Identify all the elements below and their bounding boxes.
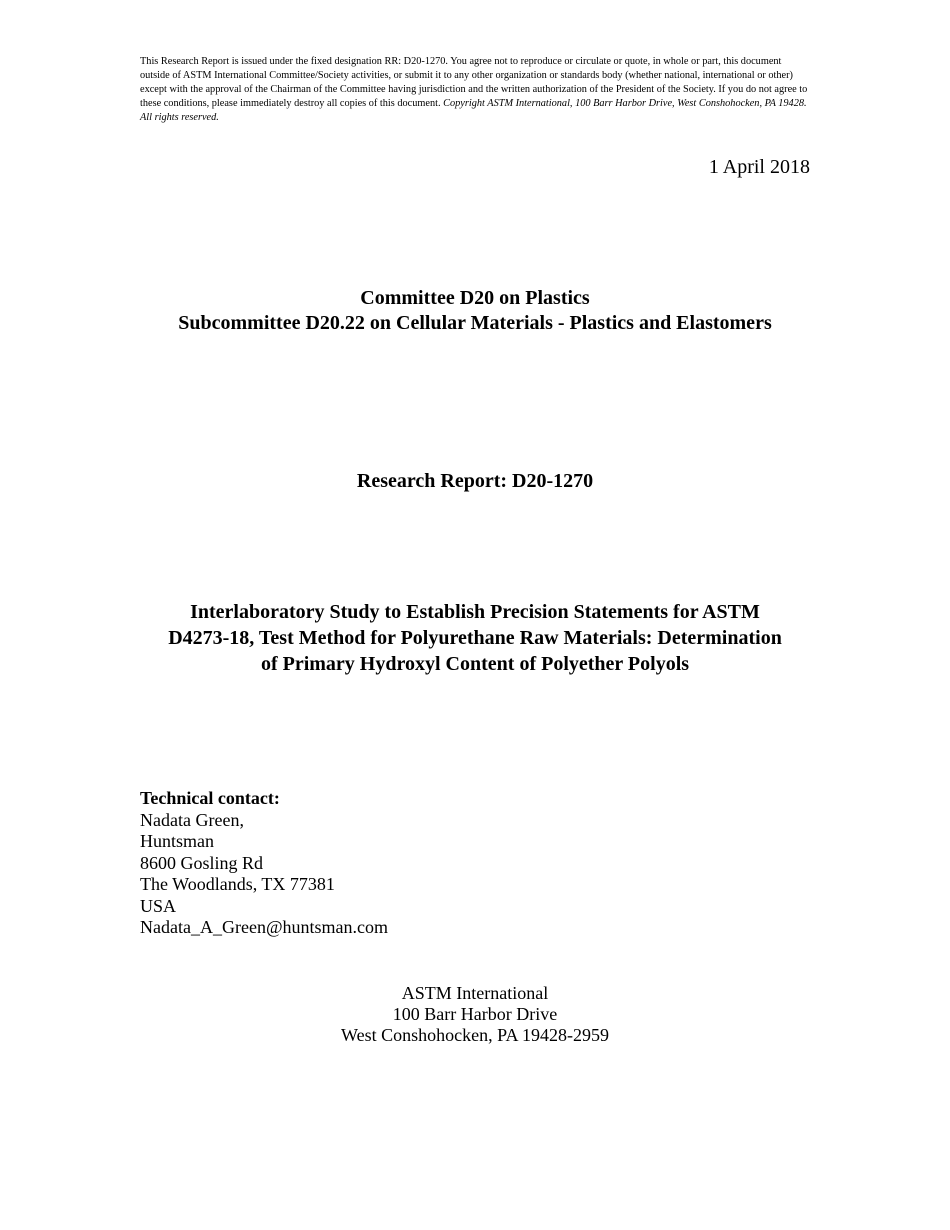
astm-street: 100 Barr Harbor Drive <box>392 1004 558 1024</box>
copyright-text: Copyright ASTM International, 100 Barr Harbor Drive, West Conshohocken, PA 19428. All rights reserved. <box>140 98 807 123</box>
technical-contact <box>140 788 740 939</box>
contact-company: Huntsman <box>140 831 214 851</box>
astm-city: West Conshohocken, PA 19428-2959 <box>341 1025 609 1045</box>
committee-name: Committee D20 on Plastics <box>360 287 590 309</box>
contact-city: The Woodlands, TX 77381 <box>140 874 335 894</box>
study-title-line-2: D4273-18, Test Method for Polyurethane Raw Materials: Determination <box>168 627 782 649</box>
study-title <box>140 599 810 677</box>
report-date: 1 April 2018 <box>708 156 810 178</box>
committee-heading <box>140 286 810 336</box>
astm-name: ASTM International <box>401 983 549 1003</box>
copyright-notice <box>140 55 810 125</box>
study-title-line-1: Interlaboratory Study to Establish Precision Statements for ASTM <box>190 601 760 623</box>
contact-street: 8600 Gosling Rd <box>140 852 264 873</box>
report-id: Research Report: D20-1270 <box>356 470 594 492</box>
contact-name: Nadata Green, <box>140 809 244 830</box>
subcommittee-name: Subcommittee D20.22 on Cellular Materials - Plastics and Elastomers <box>178 312 772 334</box>
study-title-line-3: of Primary Hydroxyl Content of Polyether Polyols <box>260 653 690 675</box>
contact-label: Technical contact: <box>140 788 280 808</box>
contact-email: Nadata_A_Green@huntsman.com <box>140 917 389 937</box>
notice-text: This Research Report is issued under the fixed designation RR: D20-1270. You agree not to reproduce or circulate or quote, in whole or part, this document outside of ASTM International Committee/Society activities, or submit it to any other organization or standards body (whether national, international or other) except with the approval of the Chairman of the Committee having jurisdiction and the written authorization of the President of the Society. If you do not agree to these conditions, please immediately destroy all copies of this document. <box>140 56 808 109</box>
contact-country: USA <box>140 895 177 916</box>
astm-address <box>140 983 810 1046</box>
